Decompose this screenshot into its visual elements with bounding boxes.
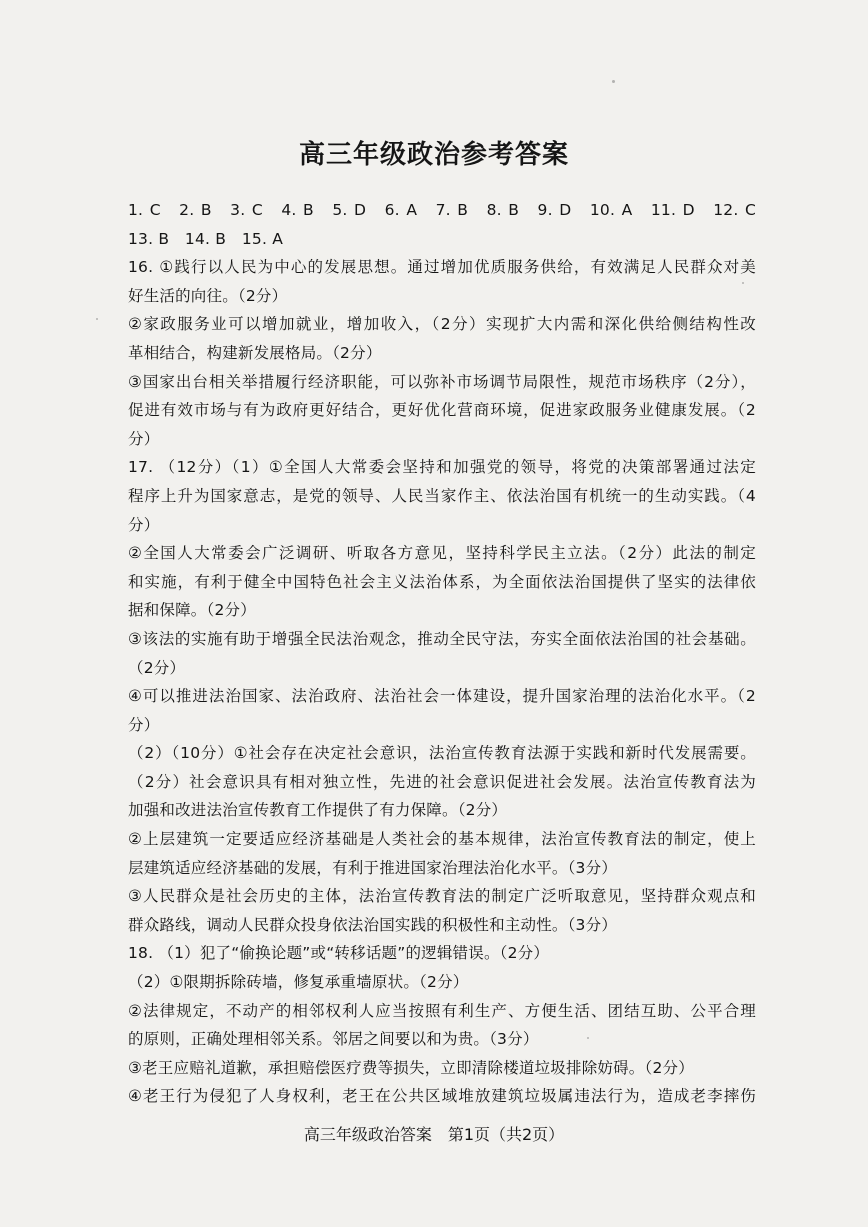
answer-line: 加强和改进法治宣传教育工作提供了有力保障。（2分） [128, 801, 508, 820]
answer-line: ③该法的实施有助于增强全民法治观念，推动全民守法，夯实全面依法治国的社会基础。 [128, 629, 756, 648]
scan-speck [96, 318, 98, 320]
answer-line: 分） [128, 429, 160, 448]
answer-line: 17. （12分）（1）①全国人大常委会坚持和加强党的领导，将党的决策部署通过法定 [128, 458, 756, 477]
page-title: 高三年级政治参考答案 [298, 140, 569, 170]
answer-line: ②家政服务业可以增加就业，增加收入，（2分）实现扩大内需和深化供给侧结构性改 [128, 315, 756, 334]
answer-line: 革相结合，构建新发展格局。（2分） [128, 343, 382, 362]
scan-speck [742, 282, 744, 284]
answer-line: 16. ①践行以人民为中心的发展思想。通过增加优质服务供给，有效满足人民群众对美 [128, 258, 756, 277]
answer-line: ④老王行为侵犯了人身权利，老王在公共区域堆放建筑垃圾属违法行为，造成老李摔伤 [128, 1087, 756, 1106]
answer-line: ③国家出台相关举措履行经济职能，可以弥补市场调节局限性，规范市场秩序（2分）， [128, 372, 756, 391]
scan-speck [612, 80, 615, 83]
answer-line: （2）①限期拆除砖墙，修复承重墙原状。（2分） [128, 973, 469, 992]
answer-line: 据和保障。（2分） [128, 601, 256, 620]
answer-line: 分） [128, 715, 160, 734]
answer-line: ②上层建筑一定要适应经济基础是人类社会的基本规律，法治宣传教育法的制定，使上 [128, 830, 756, 849]
answer-line: 13. B 14. B 15. A [128, 229, 284, 248]
answer-line: ③老王应赔礼道歉，承担赔偿医疗费等损失，立即清除楼道垃圾排除妨碍。（2分） [128, 1058, 694, 1077]
answer-line: 层建筑适应经济基础的发展，有利于推进国家治理法治化水平。（3分） [128, 858, 618, 877]
answer-line: 好生活的向往。（2分） [128, 286, 288, 305]
answer-line: 程序上升为国家意志，是党的领导、人民当家作主、依法治国有机统一的生动实践。（4 [128, 486, 756, 505]
answer-line: ②法律规定，不动产的相邻权利人应当按照有利生产、方便生活、团结互助、公平合理 [128, 1001, 756, 1020]
answer-content [128, 196, 756, 1111]
answer-line: 1. C 2. B 3. C 4. B 5. D 6. A 7. B 8. B 9. D 10. A 11. D 12. C [128, 201, 756, 219]
answer-line: 和实施，有利于健全中国特色社会主义法治体系，为全面依法治国提供了坚实的法律依 [128, 572, 756, 591]
page-footer: 高三年级政治答案 第1页（共2页） [303, 1125, 565, 1144]
answer-line: ②全国人大常委会广泛调研、听取各方意见，坚持科学民主立法。（2分）此法的制定 [128, 544, 756, 563]
answer-line: 的原则，正确处理相邻关系。邻居之间要以和为贵。（3分） [128, 1030, 539, 1049]
answer-line: 群众路线，调动人民群众投身依法治国实践的积极性和主动性。（3分） [128, 915, 618, 934]
answer-line: ③人民群众是社会历史的主体，法治宣传教育法的制定广泛听取意见，坚持群众观点和 [128, 887, 756, 906]
answer-line: （2）（10分）①社会存在决定社会意识，法治宣传教育法源于实践和新时代发展需要。 [128, 744, 756, 763]
answer-line: 18. （1）犯了“偷换论题”或“转移话题”的逻辑错误。（2分） [128, 944, 550, 963]
answer-line: 促进有效市场与有为政府更好结合，更好优化营商环境，促进家政服务业健康发展。（2 [128, 401, 756, 420]
scan-speck [587, 1037, 589, 1039]
answer-line: ④可以推进法治国家、法治政府、法治社会一体建设，提升国家治理的法治化水平。（2 [128, 687, 756, 706]
answer-line: 分） [128, 515, 160, 534]
answer-line: （2分） [128, 658, 186, 677]
answer-line: （2分）社会意识具有相对独立性，先进的社会意识促进社会发展。法治宣传教育法为 [128, 772, 756, 791]
